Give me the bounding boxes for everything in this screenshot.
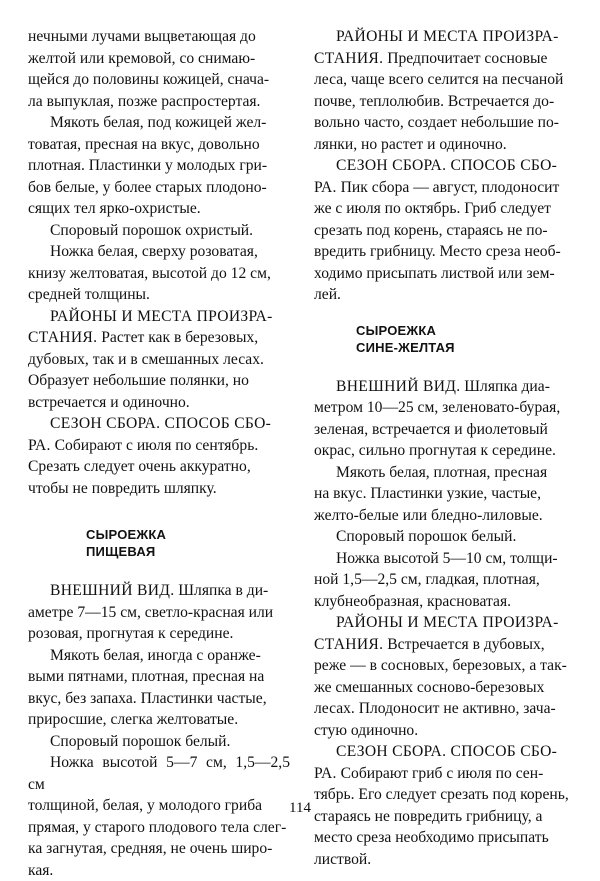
paragraph — [28, 306, 290, 414]
section-label: РАЙОНЫ И МЕСТА ПРОИЗРА- СТАНИЯ. — [314, 614, 559, 653]
section-text: Растет как в березовых, дубовых, так и в смешанных лесах. Образует небольшие полянки, но встречается и одиночно. — [28, 329, 264, 411]
paragraph — [314, 155, 572, 306]
species-heading-line2: СИНЕ-ЖЕЛТАЯ — [356, 339, 455, 355]
section-label: СЕЗОН СБОРА. СПОСОБ СБО- РА. — [28, 415, 272, 454]
section-label: СЕЗОН СБОРА. СПОСОБ СБО- РА. — [314, 743, 558, 782]
species-heading-line1: СЫРОЕЖКА — [356, 322, 437, 338]
section-text: Собирают с июля по сентябрь. Срезать следует очень аккуратно, чтобы не повредить шляпку. — [28, 436, 259, 497]
section-text: Шляпка в ди- аметре 7—15 см, светло-красная или розовая, прогнутая к середине. — [28, 582, 274, 642]
section-text: Собирают гриб с июля по сен- тябрь. Его следует срезать под корень, стараясь не повредить грибницу, а место среза необходимо присыпать листвой. — [314, 764, 569, 868]
paragraph: Споровый порошок белый. — [336, 528, 517, 545]
paragraph: Споровый порошок охристый. — [50, 221, 254, 239]
paragraph: нечными лучами выцветающая до желтой или кремовой, со снимаю- щейся до половины кожицей, снача- ла выпуклая, позже распростертая. — [28, 28, 270, 110]
paragraph: Мякоть белая, иногда с оранже- выми пятнами, плотная, пресная на вкус, без запаха. Пластинки частые, приросшие, слегка желтоватые. — [28, 646, 267, 728]
section-label: ВНЕШНИЙ ВИД. — [336, 377, 461, 395]
section-text: Встречается в дубовых, реже — в сосновых, березовых, а так- же смешанных сосново-березовых лесах. Плодоносит не активно, зача- стую одиночно. — [314, 635, 567, 739]
paragraph — [28, 413, 290, 499]
section-label: РАЙОНЫ И МЕСТА ПРОИЗРА- СТАНИЯ. — [314, 28, 559, 67]
section-label: СЕЗОН СБОРА. СПОСОБ СБО- РА. — [314, 157, 558, 196]
right-column — [314, 26, 572, 870]
paragraph — [28, 580, 290, 645]
paragraph: Мякоть белая, под кожицей жел- товатая, пресная на вкус, довольно плотная. Пластинки у молодых гри- бов белые, у более старых плодоно- сящих тел ярко-охристые. — [28, 114, 268, 217]
paragraph: Ножка высотой 5—7 см, 1,5—2,5 см толщиной, белая, у молодого гриба прямая, у старого плодового тела слег- ка загнутая, средняя, не очень широ- кая. — [28, 754, 290, 879]
paragraph: Споровый порошок белый. — [50, 732, 231, 750]
species-heading-line1: СЫРОЕЖКА — [86, 527, 167, 542]
paragraph — [314, 376, 572, 462]
paragraph — [314, 26, 572, 155]
page-number: 114 — [289, 800, 311, 816]
paragraph: Мякоть белая, плотная, пресная на вкус. Пластинки узкие, частые, желто-белые или бледно-лиловые. — [314, 463, 548, 524]
section-text: Шляпка диа- метром 10—25 см, зеленовато-бурая, зеленая, встречается и фиолетовый окрас, сильно прогнутая к середине. — [314, 377, 561, 459]
species-heading-line2: ПИЩЕВАЯ — [86, 544, 156, 559]
paragraph: Ножка белая, сверху розоватая, книзу желтоватая, высотой до 12 см, средней толщины. — [28, 243, 271, 303]
species-heading — [28, 526, 290, 560]
paragraph — [314, 612, 572, 741]
species-heading — [314, 322, 572, 356]
section-label: ВНЕШНИЙ ВИД. — [50, 582, 175, 599]
left-column — [28, 26, 290, 881]
section-text: Пик сбора — август, плодоносит же с июля по октябрь. Гриб следует срезать под корень, стараясь не по- вредить грибницу. Место среза необ- ходимо присыпать листвой или зем- лей. — [314, 178, 561, 303]
section-label: РАЙОНЫ И МЕСТА ПРОИЗРА- СТАНИЯ. — [28, 307, 273, 346]
paragraph: Ножка высотой 5—10 см, толщи- ной 1,5—2,5 см, гладкая, плотная, клубнеобразная, красноватая. — [314, 549, 558, 610]
section-text: Предпочитает сосновые леса, чаще всего селится на песчаной почве, теплолюбив. Встречается до- вольно часто, создает небольшие по- лянки, но растет и одиночно. — [314, 49, 564, 153]
